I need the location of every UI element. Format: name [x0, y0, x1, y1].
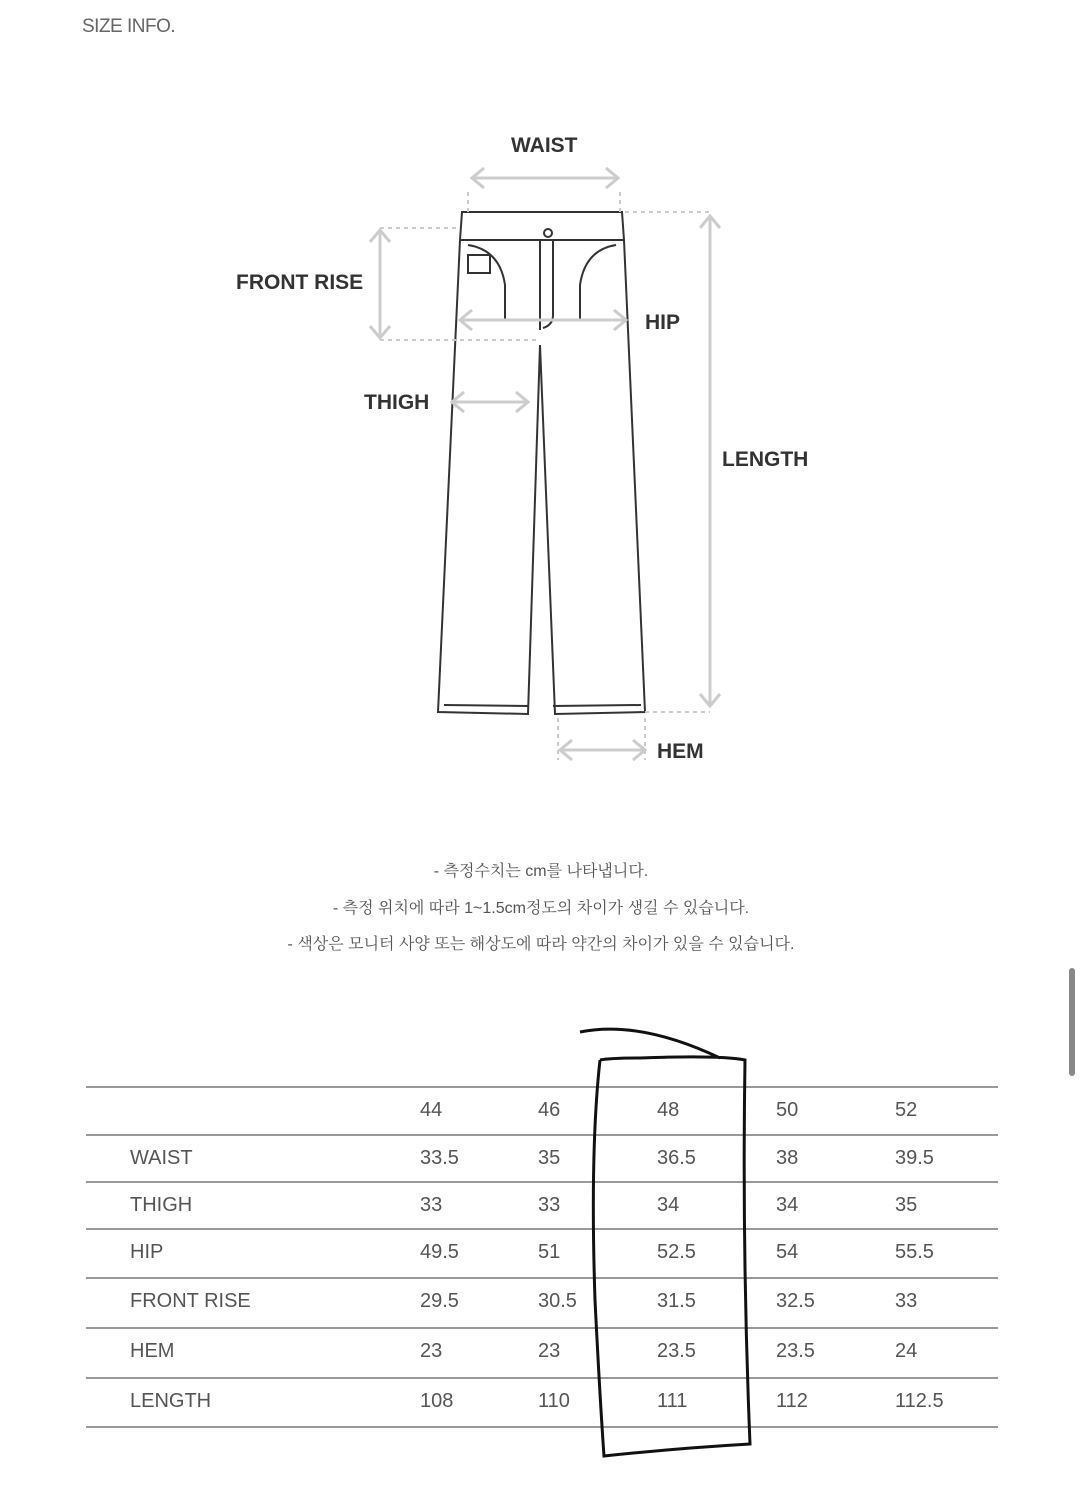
table-cell: 34 — [776, 1194, 799, 1216]
table-cell: 108 — [420, 1390, 454, 1412]
table-cell: 33 — [420, 1194, 443, 1216]
row-label: HIP — [130, 1241, 164, 1263]
page-title: SIZE INFO. — [82, 16, 176, 37]
row-label: THIGH — [130, 1194, 193, 1216]
row-label: HEM — [130, 1340, 175, 1362]
table-cell: 51 — [538, 1241, 561, 1263]
scrollbar[interactable] — [1069, 968, 1075, 1076]
size-header: 50 — [776, 1099, 799, 1121]
size-header: 46 — [538, 1099, 561, 1121]
table-cell: 23 — [420, 1340, 443, 1362]
table-cell: 52.5 — [657, 1241, 696, 1263]
table-cell: 112 — [776, 1390, 808, 1412]
table-cell: 33.5 — [420, 1147, 459, 1169]
thigh-label: THIGH — [364, 391, 430, 414]
table-cell: 112.5 — [895, 1390, 944, 1412]
table-cell: 36.5 — [657, 1147, 696, 1169]
table-cell: 23.5 — [776, 1340, 815, 1362]
table-cell: 38 — [776, 1147, 799, 1169]
table-cell: 55.5 — [895, 1241, 934, 1263]
table-cell: 111 — [657, 1390, 688, 1412]
table-cell: 35 — [895, 1194, 918, 1216]
waist-label: WAIST — [511, 134, 578, 157]
table-cell: 23.5 — [657, 1340, 696, 1362]
table-cell: 33 — [538, 1194, 561, 1216]
table-cell: 30.5 — [538, 1290, 577, 1312]
table-cell: 23 — [538, 1340, 561, 1362]
size-header: 44 — [420, 1099, 443, 1121]
size-header: 52 — [895, 1099, 918, 1121]
table-cell: 29.5 — [420, 1290, 459, 1312]
size-header: 48 — [657, 1099, 680, 1121]
length-label: LENGTH — [722, 448, 809, 471]
table-cell: 49.5 — [420, 1241, 459, 1263]
table-cell: 34 — [657, 1194, 680, 1216]
table-cell: 24 — [895, 1340, 918, 1362]
table-cell: 32.5 — [776, 1290, 815, 1312]
hem-label: HEM — [657, 740, 704, 763]
note-1: - 측정수치는 cm를 나타냅니다. — [433, 863, 649, 880]
row-label: WAIST — [130, 1147, 193, 1169]
table-cell: 35 — [538, 1147, 561, 1169]
hip-label: HIP — [645, 311, 681, 334]
table-cell: 110 — [538, 1390, 570, 1412]
row-label: LENGTH — [130, 1390, 212, 1412]
table-cell: 33 — [895, 1290, 918, 1312]
note-3: - 색상은 모니터 사양 또는 해상도에 따라 약간의 차이가 있을 수 있습니다. — [287, 936, 795, 953]
table-cell: 31.5 — [657, 1290, 696, 1312]
row-label: FRONT RISE — [130, 1290, 251, 1312]
table-cell: 54 — [776, 1241, 799, 1263]
note-2: - 측정 위치에 따라 1~1.5cm정도의 차이가 생길 수 있습니다. — [332, 900, 750, 917]
table-cell: 39.5 — [895, 1147, 934, 1169]
front-rise-label: FRONT RISE — [236, 271, 364, 294]
